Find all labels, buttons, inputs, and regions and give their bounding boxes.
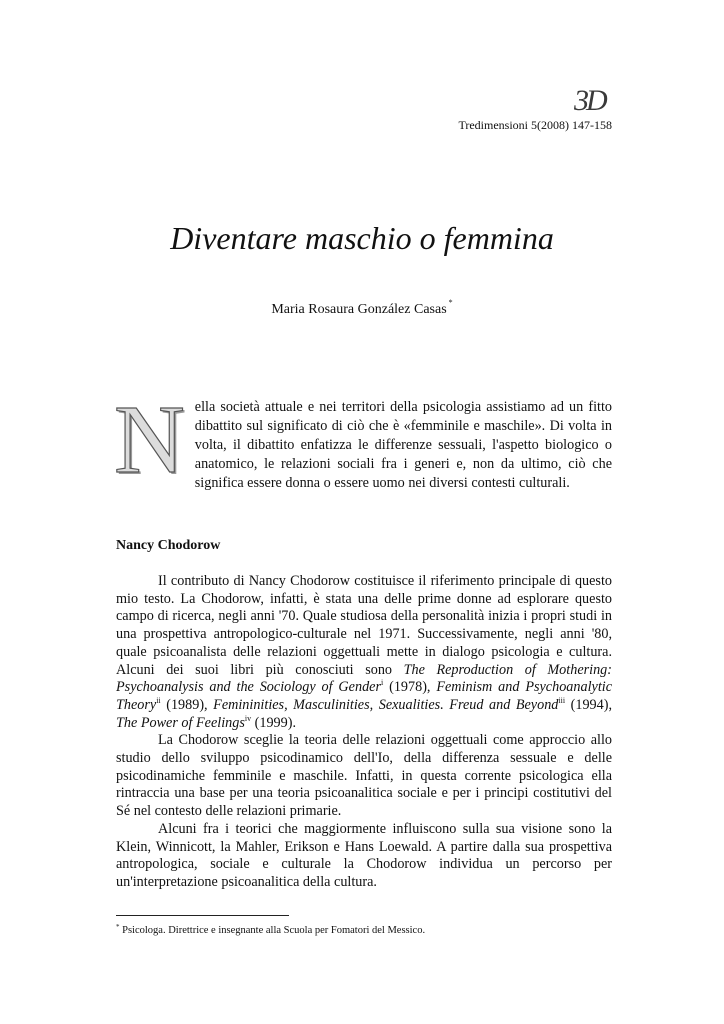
- body-paragraph-3: Alcuni fra i teorici che maggiormente influiscono sulla sua visione sono la Klein, Winnicott, la Mahler, Erikson e Hans Loewald. A partire dalla sua prospettiva antropologica, sociale e culturale la Chodorow individua un percorso per un'interpretazione psicoanalitica della cultura.: [116, 820, 612, 890]
- author-line: [0, 298, 724, 318]
- book-title-2: Feminism and Psychoanalytic Theory: [116, 679, 612, 713]
- intro-text: ella società attuale e nei territori della psicologia assistiamo ad un fitto dibattito sul significato di ciò che è «femminile e maschile». Di volta in volta, il dibattito enfatizza le differenze sessuali, l'aspetto biologico o anatomico, le relazioni sociali fra i generi e, non da ultimo, ciò che significa essere donna o essere uomo nei diversi contesti culturali.: [194, 399, 612, 491]
- intro-paragraph: [114, 386, 612, 494]
- book-title-1: The Reproduction of Mothering: Psychoanalysis and the Sociology of Gender: [116, 661, 612, 696]
- p1-year-2: (1989): [160, 696, 205, 713]
- journal-citation: Tredimensioni 5(2008) 147-158: [458, 118, 612, 132]
- endnote-ref-2: ii: [156, 695, 161, 705]
- book-title-3: , Femininities, Masculinities, Sexualities. Freud and Beyond: [204, 696, 559, 713]
- book-title-4: The Power of Feelings: [116, 714, 245, 731]
- p1-text: Il contributo di Nancy Chodorow costituisce il riferimento principale di questo mio testo. La Chodorow, infatti, è stata una delle prime donne ad esplorare questo campo di ricerca, negli anni '70. Quale studiosa della personalità inizia i propri studi in una prospettiva antropologico-culturale nel 1971. Successivamente, negli anni '80, quale psicoanalista delle relazioni oggettuali mette in dialogo psicologia e cultura. Alcuni dei suoi libri più conosciuti sono: [116, 573, 612, 678]
- footnote-divider: [116, 915, 289, 916]
- p1-year-1: (1978),: [383, 679, 437, 696]
- endnote-ref-4: iv: [244, 713, 252, 723]
- journal-logo: 3D: [574, 84, 605, 117]
- section-heading: Nancy Chodorow: [116, 538, 221, 553]
- footnote-text: Psicologa. Direttrice e insegnante alla Scuola per Fomatori del Messico.: [119, 925, 426, 936]
- drop-cap: N: [114, 386, 185, 494]
- body-paragraph-2: La Chodorow sceglie la teoria delle relazioni oggettuali come approccio allo studio dello sviluppo psicodinamico dell'Io, della differenza sessuale e delle psicodinamiche femminile e maschile. Infatti, in questa corrente psicologica ella rintraccia una base per una teoria psicoanalitica sociale e per i principi costitutivi del Sé nel contesto delle relazioni primarie.: [116, 732, 612, 820]
- section-body: [116, 573, 612, 892]
- p1-year-4: (1999).: [251, 714, 297, 731]
- endnote-ref-1: i: [380, 678, 384, 688]
- endnote-ref-3: iii: [558, 695, 566, 705]
- p1-year-3: (1994),: [565, 696, 612, 713]
- body-paragraph-1: [116, 573, 612, 732]
- author-name: Maria Rosaura González Casas: [271, 302, 447, 317]
- article-title: Diventare maschio o femmina: [170, 220, 554, 256]
- author-footnote-mark: *: [448, 298, 453, 307]
- footnote-mark: *: [116, 923, 120, 931]
- footnote: [116, 923, 425, 936]
